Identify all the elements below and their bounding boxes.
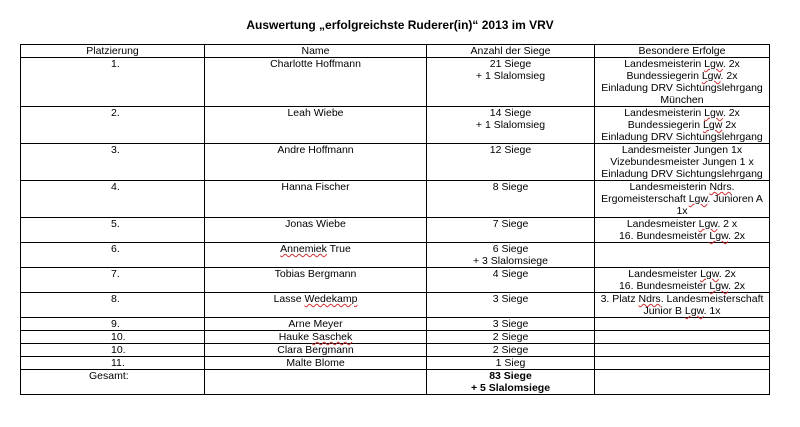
wins-cell	[427, 218, 595, 243]
achievement-line: Einladung DRV Sichtungslehrgang	[601, 131, 763, 143]
placement-cell: 8.	[21, 293, 205, 318]
wins-line: 3 Siege	[492, 318, 529, 330]
total-wins-line: 83 Siege	[489, 370, 532, 382]
achievement-line: Landesmeisterin Ndrs.	[629, 181, 735, 193]
placement-cell: 11.	[21, 357, 205, 370]
achievement-line: Junior B Lgw. 1x	[643, 305, 721, 317]
achievement-line: München	[660, 94, 704, 106]
spellcheck-word: Lgw	[700, 268, 719, 280]
achievements-cell	[595, 107, 770, 144]
wins-line: 6 Siege	[492, 243, 529, 255]
achievement-line: Ergomeisterschaft Lgw. Junioren A	[601, 193, 763, 205]
achievements-cell	[595, 318, 770, 331]
wins-line: 4 Siege	[492, 268, 529, 280]
achievements-cell	[595, 344, 770, 357]
name-cell: Malte Blome	[205, 357, 427, 370]
spellcheck-word: Annemiek	[280, 243, 327, 255]
spellcheck-word: Lgw	[709, 230, 729, 242]
placement-cell: 2.	[21, 107, 205, 144]
name-cell: Lasse Wedekamp	[205, 293, 427, 318]
table-row	[21, 293, 770, 318]
wins-line: + 3 Slalomsiege	[472, 255, 548, 267]
table-body	[21, 58, 770, 395]
wins-line: 7 Siege	[492, 218, 529, 230]
wins-cell	[427, 181, 595, 218]
wins-line: + 1 Slalomsieg	[475, 70, 546, 82]
achievements-cell	[595, 357, 770, 370]
table-row	[21, 181, 770, 218]
table-row	[21, 268, 770, 293]
wins-line: + 1 Slalomsieg	[475, 119, 546, 131]
achievements-cell	[595, 268, 770, 293]
name-cell: Clara Bergmann	[205, 344, 427, 357]
achievement-line: Vizebundesmeister Jungen 1 x	[610, 156, 754, 168]
wins-line: 21 Siege	[489, 58, 532, 70]
achievements-cell	[595, 218, 770, 243]
name-cell: Arne Meyer	[205, 318, 427, 331]
placement-cell: 4.	[21, 181, 205, 218]
achievements-cell	[595, 331, 770, 344]
spellcheck-word: Lgw	[688, 193, 708, 205]
achievement-line: Landesmeisterin Lgw. 2x	[624, 107, 740, 119]
table-row	[21, 344, 770, 357]
name-cell: Leah Wiebe	[205, 107, 427, 144]
total-row	[21, 370, 770, 395]
achievement-line: Einladung DRV Sichtungslehrgang	[601, 168, 763, 180]
achievement-line: Landesmeister Jungen 1x	[621, 144, 743, 156]
total-wins-line: + 5 Slalomsiege	[470, 382, 551, 394]
wins-cell	[427, 293, 595, 318]
achievement-line: Bundessiegerin Lgw 2x	[627, 119, 737, 131]
spellcheck-word: Saschek	[312, 331, 353, 343]
wins-line: 2 Siege	[492, 331, 529, 343]
placement-cell: 9.	[21, 318, 205, 331]
wins-line: 12 Siege	[489, 144, 532, 156]
achievements-cell	[595, 243, 770, 268]
total-empty-cell	[205, 370, 427, 395]
wins-cell	[427, 357, 595, 370]
wins-cell	[427, 268, 595, 293]
spellcheck-word: Lgw	[709, 280, 729, 292]
name-cell: Annemiek True	[205, 243, 427, 268]
wins-cell	[427, 318, 595, 331]
wins-line: 1 Sieg	[495, 357, 526, 369]
wins-cell	[427, 243, 595, 268]
spellcheck-word: Lgw	[704, 107, 723, 119]
table-row	[21, 58, 770, 107]
achievement-line: Bundessiegerin Lgw. 2x	[626, 70, 738, 82]
column-header-placement: Platzierung	[21, 45, 205, 58]
column-header-name: Name	[205, 45, 427, 58]
achievement-line: Einladung DRV Sichtungslehrgang	[601, 82, 763, 94]
header-row	[21, 45, 770, 58]
name-cell: Andre Hoffmann	[205, 144, 427, 181]
achievement-line: 1x	[676, 205, 688, 217]
placement-cell: 5.	[21, 218, 205, 243]
name-cell: Hanna Fischer	[205, 181, 427, 218]
document-title: Auswertung „erfolgreichste Ruderer(in)“ 2013 im VRV	[246, 18, 554, 32]
wins-cell	[427, 344, 595, 357]
wins-cell	[427, 331, 595, 344]
placement-cell: 1.	[21, 58, 205, 107]
wins-cell	[427, 107, 595, 144]
wins-line: 14 Siege	[489, 107, 532, 119]
column-header-achievements: Besondere Erfolge	[595, 45, 770, 58]
total-wins-cell	[427, 370, 595, 395]
wins-line: 8 Siege	[492, 181, 529, 193]
spellcheck-word: Wedekamp	[304, 293, 358, 305]
achievement-line: Landesmeister Lgw. 2 x	[626, 218, 738, 230]
achievements-cell	[595, 58, 770, 107]
table-row	[21, 144, 770, 181]
wins-cell	[427, 58, 595, 107]
column-header-wins: Anzahl der Siege	[427, 45, 595, 58]
table-row	[21, 357, 770, 370]
name-cell: Tobias Bergmann	[205, 268, 427, 293]
placement-cell: 3.	[21, 144, 205, 181]
achievement-line: Landesmeisterin Lgw. 2x	[624, 58, 740, 70]
spellcheck-word: Ndrs	[709, 181, 732, 193]
name-cell: Hauke Saschek	[205, 331, 427, 344]
achievement-line: Landesmeister Lgw. 2x	[628, 268, 736, 280]
placement-cell: 6.	[21, 243, 205, 268]
achievement-line: 3. Platz Ndrs. Landesmeisterschaft	[600, 293, 764, 305]
table-row	[21, 318, 770, 331]
table-row	[21, 243, 770, 268]
placement-cell: 7.	[21, 268, 205, 293]
wins-line: 2 Siege	[492, 344, 529, 356]
spellcheck-word: Ndrs	[638, 293, 661, 305]
placement-cell: 10.	[21, 344, 205, 357]
placement-cell: 10.	[21, 331, 205, 344]
spellcheck-word: Lgw	[704, 58, 723, 70]
achievements-cell	[595, 293, 770, 318]
wins-line: 3 Siege	[492, 293, 529, 305]
spellcheck-word: Lgw	[698, 218, 718, 230]
spellcheck-word: Lgw	[703, 119, 723, 131]
total-achievements-cell	[595, 370, 770, 395]
achievement-line: 16. Bundesmeister Lgw. 2x	[618, 230, 746, 242]
spellcheck-word: Lgw	[701, 70, 721, 82]
table-row	[21, 107, 770, 144]
achievement-line: 16. Bundesmeister Lgw. 2x	[618, 280, 746, 292]
table-row	[21, 218, 770, 243]
spellcheck-word: Lgw	[684, 305, 704, 317]
achievements-cell	[595, 144, 770, 181]
wins-cell	[427, 144, 595, 181]
results-table	[20, 44, 770, 395]
achievements-cell	[595, 181, 770, 218]
table-row	[21, 331, 770, 344]
name-cell: Jonas Wiebe	[205, 218, 427, 243]
total-label: Gesamt:	[21, 370, 205, 395]
name-cell: Charlotte Hoffmann	[205, 58, 427, 107]
